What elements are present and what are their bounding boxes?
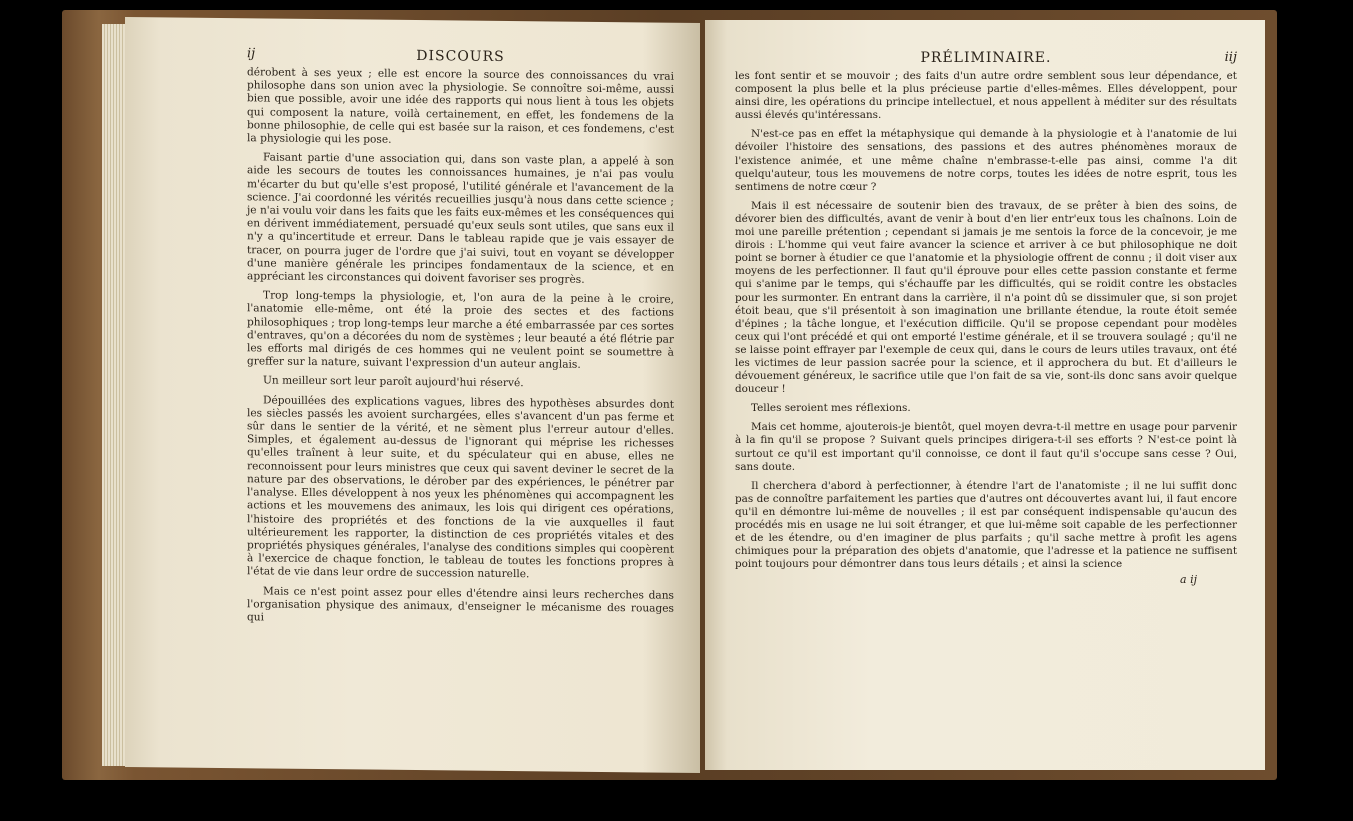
signature-mark: a ij — [1180, 573, 1197, 587]
right-body-text — [735, 70, 1237, 571]
right-page-number: iij — [1224, 50, 1237, 65]
paragraph: Mais cet homme, ajouterois-je bientôt, quel moyen devra-t-il mettre en usage pour parvenir à la fin qu'il se propose ? Suivant quels principes dirigera-t-il ses efforts ? N'est-ce point là surtout ce qu'il est important qu'il connoisse, ce dont il faut qu'il s'occupe sans cesse ? Oui, sans doute. — [735, 421, 1237, 473]
left-page-number: ij — [247, 46, 256, 62]
page-edges — [102, 24, 126, 766]
left-head-title: DISCOURS — [416, 48, 505, 65]
paragraph: Telles seroient mes réflexions. — [751, 402, 911, 415]
paragraph: Trop long-temps la physiologie, et, l'on aura de la peine à le croire, l'anatomie elle-même, ont été la proie des sectes et des factions philosophiques ; trop long-temps leur marche a été embarrassée par ces sortes d'entraves, qu'on a décorées du nom de systèmes ; leur beauté a été flétrie par les efforts mal dirigés de ces hommes qui ne veulent point se soumettre à greffer sur la nature, suivant l'expression d'un auteur anglais. — [247, 289, 674, 372]
left-running-head — [247, 46, 674, 68]
right-page — [705, 20, 1265, 770]
paragraph: Il cherchera d'abord à perfectionner, à étendre l'art de l'anatomiste ; il ne lui suffit donc pas de connoître parfaitement les parties que d'autres ont découvertes avant lui, il faut encore qu'il en démontre lui-même de nouvelles ; il est par conséquent indispensable qu'aucun des procédés mis en usage ne lui soit étranger, et que lui-même soit capable de les perfectionner et de les étendre, ou d'en imaginer de plus parfaits ; qu'il sache mettre à profit les agens chimiques pour la préparation des objets d'anatomie, que l'adresse et la patience ne suffisent point toujours pour démontrer dans tous leurs détails ; et ainsi la science — [735, 479, 1237, 571]
right-running-head — [735, 50, 1237, 68]
paragraph: Mais il est nécessaire de soutenir bien des travaux, de se prêter à bien des soins, de dévorer bien des difficultés, avant de venir à bout d'en lier entr'eux tous les chaînons. Loin de moi une pareille prétention ; cependant si jamais je me sentois la force de la concevoir, je me dirois : L'homme qui veut faire avancer la science et arriver à ce but philosophique ne doit point se borner à étudier ce que l'anatomie et la physiologie offrent de connu ; il doit viser aux moyens de les perfectionner. Il faut qu'il éprouve pour elles cette passion constante et ferme qui s'anime par le temps, qui s'échauffe par les difficultés, qui se roidit contre les obstacles pour les surmonter. En entrant dans la carrière, il n'a point dû se dissimuler que, si son projet étoit beau, que s'il présentoit à son imagination une brillante étendue, la route étoit semée d'épines ; la tâche longue, et l'exécution difficile. Qu'il se propose cependant pour modèles ceux qui l'ont précédé et qui ont emporté l'estime générale, et il se trouvera soulagé ; qu'il ne se laisse point effrayer par l'exemple de ceux qui, dans le cours de leurs utiles travaux, ont été les victimes de leur passion sacrée pour la science, et il approchera du but. Et d'ailleurs le dévouement généreux, le sacrifice utile que l'on fait de sa vie, sont-ils donc sans avoir quelque douceur ! — [735, 199, 1237, 396]
paragraph: Faisant partie d'une association qui, dans son vaste plan, a appelé à son aide les secours de toutes les connoissances humaines, je n'ai pas voulu m'écarter du but qu'elle s'est proposé, l'utilité générale et l'avancement de la science. J'ai coordonné les vérités recueillies jusqu'à nous dans cette science ; je n'ai voulu voir dans les faits que les faits eux-mêmes et les conséquences qui en dérivent immédiatement, persuadé qu'eux seuls sont utiles, que sans eux il n'y a qu'incertitude et erreur. Dans le tableau rapide que je vais essayer de tracer, on pourra juger de l'ordre que j'ai suivi, tout en voyant se développer d'une manière générale les principes fondamentaux de la science, et en appréciant les circonstances qui doivent favoriser ses progrès. — [247, 151, 674, 286]
left-page — [125, 17, 700, 773]
paragraph: Un meilleur sort leur paroît aujourd'hui réservé. — [263, 374, 524, 390]
left-body-text — [247, 66, 674, 629]
paragraph: les font sentir et se mouvoir ; des faits d'un autre ordre semblent sous leur dépendance, et composent la plus belle et la plus précieuse partie d'elles-mêmes. Elles développent, pour ainsi dire, les opérations du principe intellectuel, et nous appellent à méditer sur des résultats aussi élevés qu'intéressans. — [735, 70, 1237, 122]
paragraph: N'est-ce pas en effet la métaphysique qui demande à la physiologie et à l'anatomie de lui dévoiler l'histoire des sensations, des passions et des autres phénomènes moraux de l'existence animée, et une même chaîne n'embrasse-t-elle pas ainsi, comme l'a dit quelqu'auteur, tous les mouvemens de notre corps, toutes les idées de notre esprit, tous les sentimens de notre cœur ? — [735, 128, 1237, 193]
paragraph: Mais ce n'est point assez pour elles d'étendre ainsi leurs recherches dans l'organisation physique des animaux, d'enseigner le mécanisme des rouages qui — [247, 584, 674, 624]
paragraph: dérobent à ses yeux ; elle est encore la source des connoissances du vrai philosophe dans son union avec la physiologie. Se connoître soi-même, aussi bien que possible, avoir une idée des rapports qui nous lient à tous les objets qui composent la nature, voilà certainement, en effet, les fondemens de la bonne philosophie, de celle qui est basée sur la raison, et ces fondemens, c'est la physiologie qui les pose. — [247, 66, 674, 146]
paragraph: Dépouillées des explications vagues, libres des hypothèses absurdes dont les siècles passés les avoient surchargées, elles s'avancent d'un pas ferme et sûr dans le sentier de la vérité, et ne sèment plus l'erreur autour d'elles. Simples, et également au-dessus de l'ignorant qui méprise les richesses qu'elles traînent à leur suite, et du spéculateur qui en abuse, elles ne reconnoissent pour leurs ministres que ceux qui savent deviner le secret de la nature par des observations, le dérober par des expériences, le pénétrer par l'analyse. Elles développent à nos yeux les phénomènes qui accompagnent les actions et les mouvemens des animaux, les lois qui dirigent ces opérations, l'histoire des propriétés et des fonctions de la vie auxquelles il faut ultérieurement les rapporter, la distinction de ces propriétés vitales et des propriétés physiques générales, l'analyse des conditions simples qui coopèrent à l'exercice de chaque fonction, le tableau de toutes les fonctions propres à l'état de vie dans leur ordre de succession naturelle. — [247, 394, 674, 581]
right-head-title: PRÉLIMINAIRE. — [920, 50, 1052, 66]
